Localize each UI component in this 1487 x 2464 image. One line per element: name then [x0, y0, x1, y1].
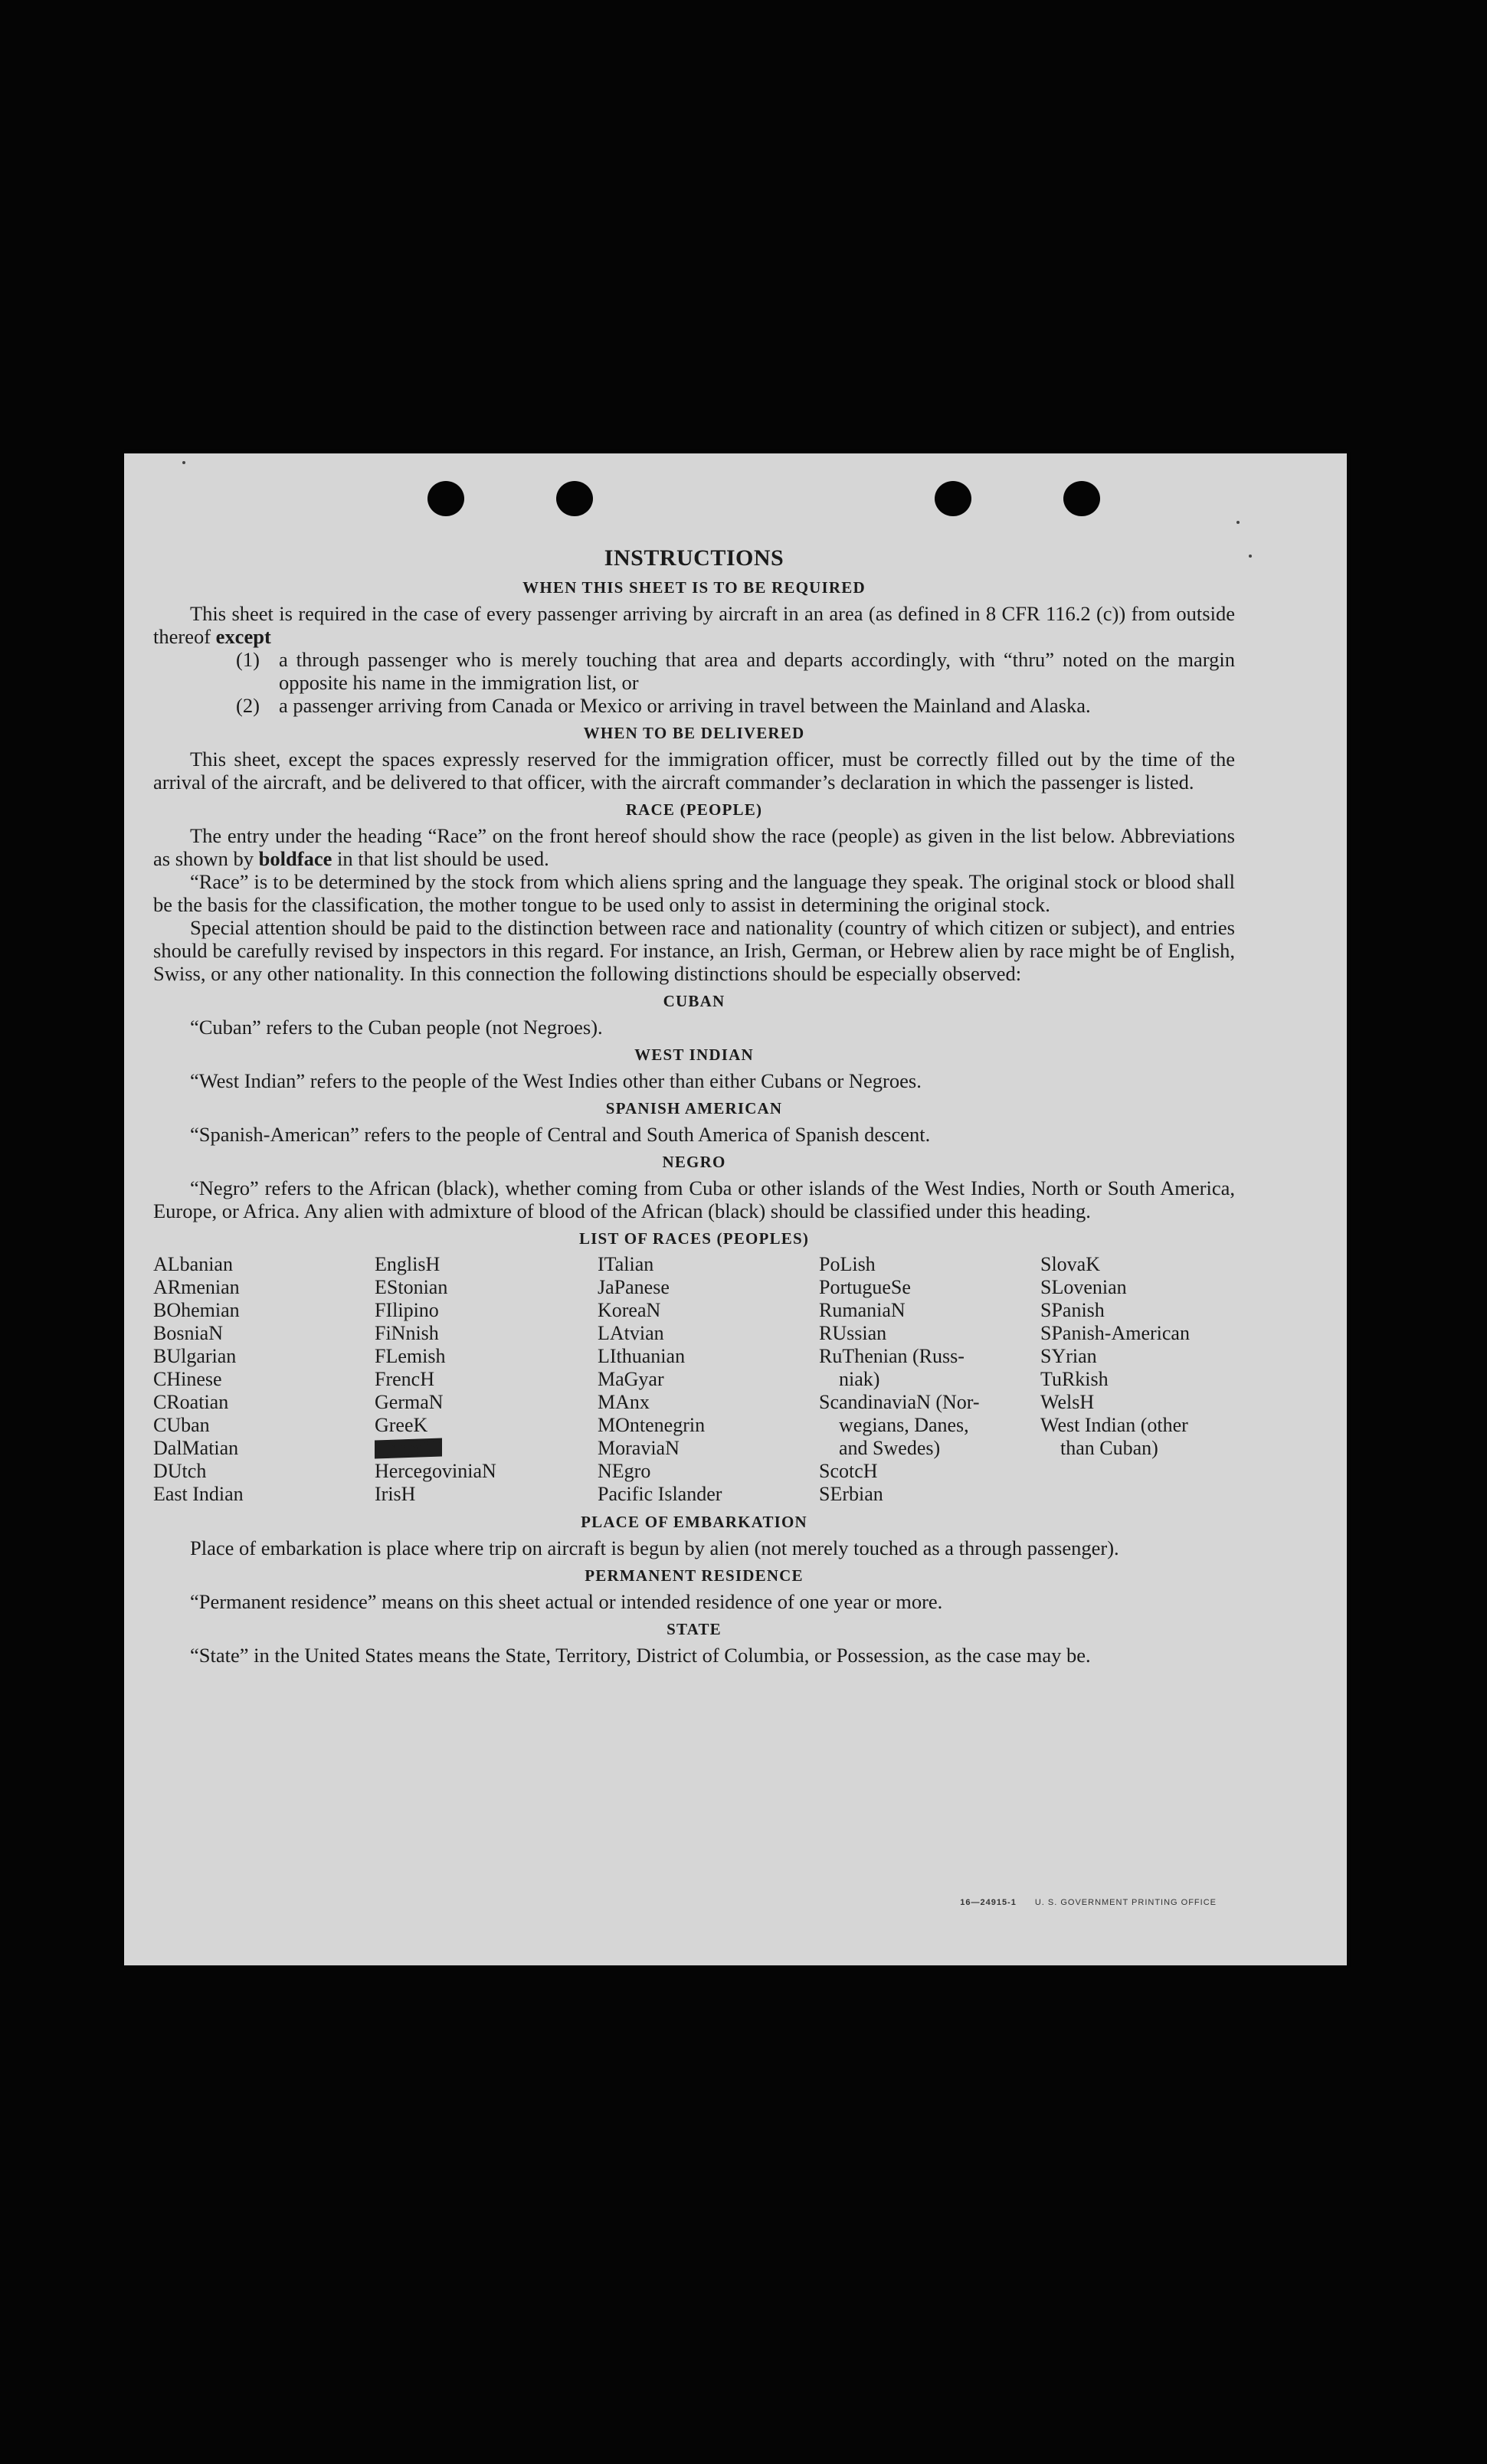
race-paragraph-2: “Race” is to be determined by the stock from which aliens spring and the language they speak. The original stock or blood shall be the basis for the classification, the mother tongue to be used only to assist in determining the original stock. [153, 870, 1235, 916]
printer-imprint: U. S. GOVERNMENT PRINTING OFFICE [1034, 1898, 1217, 1907]
state-text: “State” in the United States means the State, Territory, District of Columbia, or Possession, as the case may be. [190, 1644, 1091, 1667]
race-entry: DUtch [153, 1460, 207, 1482]
race-entry: RumaniaN [819, 1299, 906, 1321]
heading-negro: NEGRO [662, 1153, 726, 1171]
race-entry: FLemish [375, 1345, 446, 1367]
races-column [819, 1253, 1040, 1506]
race-entry: East Indian [153, 1483, 244, 1505]
race-entry: CRoatian [153, 1391, 229, 1413]
heading-spanish-american: SPANISH AMERICAN [605, 1099, 783, 1117]
instructions-body [153, 545, 1235, 1667]
race-entry: SPanish [1040, 1299, 1105, 1321]
exception-number: (1) [236, 648, 260, 671]
heading-cuban: CUBAN [663, 992, 725, 1010]
race-entry: CHinese [153, 1368, 222, 1390]
redacted-race-entry: HebreW [375, 1435, 443, 1461]
race-entry: ALbanian [153, 1253, 233, 1275]
race-entry: FIlipino [375, 1299, 439, 1321]
race-entry: BosniaN [153, 1322, 223, 1344]
races-column [1040, 1253, 1235, 1506]
when-required-intro-text: This sheet is required in the case of every passenger arriving by aircraft in an area (as defined in 8 CFR 116.2 (c)) from outside thereof [153, 602, 1235, 648]
exception-text: a through passenger who is merely touching that area and departs accordingly, with “thru” noted on the margin opposite his name in the immigration list, or [279, 648, 1235, 694]
race-entry: MoraviaN [598, 1437, 680, 1459]
race-entry: than Cuban) [1060, 1437, 1158, 1459]
race-entry: PortugueSe [819, 1276, 911, 1298]
race-paragraph-1 [153, 824, 1235, 870]
race-entry: SYrian [1040, 1345, 1097, 1367]
instruction-sheet [124, 453, 1347, 1965]
race-entry: BOhemian [153, 1299, 240, 1321]
race-entry: Pacific Islander [598, 1483, 722, 1505]
race-p1-before: The entry under the heading “Race” on the front hereof should show the race (people) as given in the list below. Abbreviations as shown by [153, 824, 1235, 870]
negro-text: “Negro” refers to the African (black), whether coming from Cuba or other islands of the West Indies, North or South America, Europe, or Africa. Any alien with admixture of blood of the African (black) should be classified under this heading. [153, 1176, 1235, 1222]
punch-hole [1063, 481, 1100, 516]
race-entry: niak) [839, 1368, 880, 1390]
race-entry: MaGyar [598, 1368, 664, 1390]
race-entry: GreeK [375, 1414, 428, 1436]
race-entry: JaPanese [598, 1276, 670, 1298]
heading-when-required: WHEN THIS SHEET IS TO BE REQUIRED [522, 578, 866, 597]
race-entry: RuThenian (Russ- [819, 1345, 965, 1367]
race-entry: EnglisH [375, 1253, 441, 1275]
race-paragraph-3: Special attention should be paid to the distinction between race and nationality (country of which citizen or subject), and entries should be carefully revised by inspectors in this regard. For instance, an Irish, German, or Hebrew alien by race might be of English, Swiss, or any other nationality. In this connection the following distinctions should be especially observed: [153, 916, 1235, 985]
race-entry: ScotcH [819, 1460, 878, 1482]
page-title: INSTRUCTIONS [604, 545, 784, 571]
cuban-text: “Cuban” refers to the Cuban people (not Negroes). [190, 1016, 603, 1039]
heading-embarkation: PLACE OF EMBARKATION [581, 1513, 807, 1531]
heading-race: RACE (PEOPLE) [625, 800, 763, 819]
exception-text: a passenger arriving from Canada or Mexico or arriving in travel between the Mainland and Alaska. [279, 694, 1091, 717]
race-entry: MAnx [598, 1391, 650, 1413]
race-entry: TuRkish [1040, 1368, 1109, 1390]
race-entry: ITalian [598, 1253, 654, 1275]
race-entry: DalMatian [153, 1437, 239, 1459]
race-entry: LAtvian [598, 1322, 664, 1344]
race-entry: MOntenegrin [598, 1414, 706, 1436]
race-entry: BUlgarian [153, 1345, 237, 1367]
races-column [598, 1253, 819, 1506]
heading-state: STATE [667, 1620, 722, 1638]
race-entry: wegians, Danes, [839, 1414, 969, 1436]
race-entry: CUban [153, 1414, 210, 1436]
form-code: 16—24915-1 [960, 1898, 1017, 1907]
heading-residence: PERMANENT RESIDENCE [585, 1566, 804, 1585]
speck [182, 461, 185, 464]
race-entry: ARmenian [153, 1276, 240, 1298]
speck [1236, 521, 1240, 524]
when-required-intro [153, 602, 1235, 648]
races-column [375, 1253, 598, 1506]
residence-text: “Permanent residence” means on this sheet actual or intended residence of one year or more. [190, 1590, 943, 1613]
punch-hole [935, 481, 971, 516]
race-entry: PoLish [819, 1253, 876, 1275]
race-entry: HercegoviniaN [375, 1460, 496, 1482]
race-entry: WelsH [1040, 1391, 1095, 1413]
race-entry: ScandinaviaN (Nor- [819, 1391, 980, 1413]
speck [1249, 555, 1252, 558]
west-indian-text: “West Indian” refers to the people of the West Indies other than either Cubans or Negroes. [190, 1069, 922, 1092]
race-entry: RUssian [819, 1322, 887, 1344]
race-entry: GermaN [375, 1391, 444, 1413]
race-entry: FiNnish [375, 1322, 439, 1344]
spanish-american-text: “Spanish-American” refers to the people of Central and South America of Spanish descent. [190, 1123, 931, 1146]
exception-item [236, 648, 1235, 694]
race-entry: SlovaK [1040, 1253, 1100, 1275]
exception-number: (2) [236, 694, 260, 717]
when-delivered-text: This sheet, except the spaces expressly reserved for the immigration officer, must be correctly filled out by the time of the arrival of the aircraft, and be delivered to that officer, with the aircraft commander’s declaration in which the passenger is listed. [153, 748, 1235, 794]
punch-hole [556, 481, 593, 516]
race-entry: EStonian [375, 1276, 448, 1298]
race-entry: KoreaN [598, 1299, 661, 1321]
race-entry: SPanish-American [1040, 1322, 1190, 1344]
race-entry: SLovenian [1040, 1276, 1127, 1298]
race-entry: West Indian (other [1040, 1414, 1188, 1436]
races-column [153, 1253, 375, 1506]
race-entry: SErbian [819, 1483, 883, 1505]
heading-list-of-races: LIST OF RACES (PEOPLES) [578, 1229, 810, 1248]
race-entry: LIthuanian [598, 1345, 686, 1367]
boldface-word: boldface [258, 847, 332, 870]
heading-when-delivered: WHEN TO BE DELIVERED [583, 724, 805, 742]
except-bold: except [215, 625, 271, 648]
races-list [153, 1253, 1235, 1506]
race-p1-after: in that list should be used. [332, 847, 549, 870]
race-entry: IrisH [375, 1483, 416, 1505]
race-entry: FrencH [375, 1368, 434, 1390]
exception-item [236, 694, 1235, 717]
race-entry: NEgro [598, 1460, 651, 1482]
heading-west-indian: WEST INDIAN [634, 1045, 754, 1064]
race-entry [375, 1437, 598, 1460]
form-footer [960, 1898, 1217, 1907]
embarkation-text: Place of embarkation is place where trip on aircraft is begun by alien (not merely touched as a through passenger). [190, 1536, 1119, 1559]
punch-hole [427, 481, 464, 516]
race-entry: and Swedes) [839, 1437, 941, 1459]
